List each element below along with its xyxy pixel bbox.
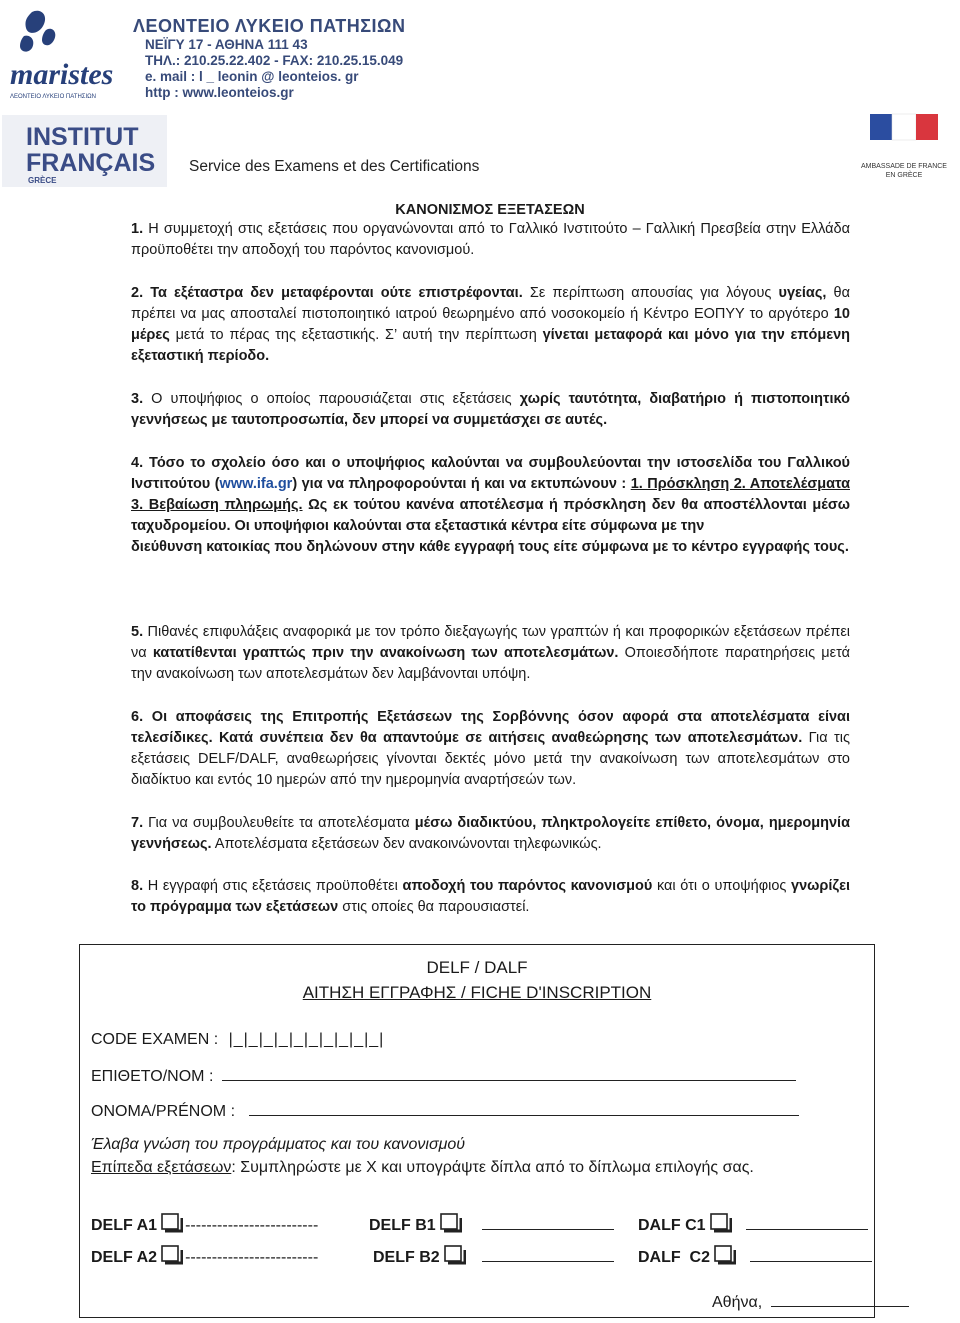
rule-2	[131, 283, 850, 367]
rule-2-text-e: μετά το πέρας της εξεταστικής. Σ’ αυτή την περίπτωση	[175, 327, 537, 343]
rule-6	[131, 707, 850, 791]
rule-8-number: 8.	[131, 878, 144, 894]
dashes-a2: -------------------------	[185, 1249, 319, 1266]
rule-8-text-a: Η εγγραφή στις εξετάσεις προϋποθέτει	[147, 878, 398, 894]
level-dalf-c1-label: DALF C1	[638, 1217, 706, 1234]
dashes-a1: -------------------------	[185, 1217, 319, 1234]
name-label: ΟΝΟΜΑ/PRÉNOM :	[91, 1103, 236, 1120]
checkbox-dalf-c1[interactable]	[710, 1213, 732, 1233]
institut-logo-line3: GRÈCE	[28, 176, 57, 185]
rule-4-text-a: 4. Τόσο το σχολείο όσο και ο υποψήφιος καλούνται να συμβουλεύονται την ιστοσελίδα του Γαλλικού Ινστιτούτου (	[131, 455, 850, 492]
rule-5-number: 5.	[131, 624, 144, 640]
rule-8	[131, 876, 850, 918]
rule-2-text-c: θα πρέπει να μας αποσταλεί πιστοποιητικό ιατρού θεωρημένο από νοσοκομείο ή Κέντρο ΕΟΠΥΥ το αργότερο	[131, 285, 850, 322]
rule-8-text-e: στις οποίες θα παρουσιαστεί.	[342, 899, 530, 915]
level-delf-a2	[91, 1245, 318, 1267]
school-name: ΛΕΟΝΤΕΙΟ ΛΥΚΕΙΟ ΠΑΤΗΣΙΩΝ	[133, 16, 406, 36]
signature-line-b1[interactable]	[482, 1219, 614, 1230]
rule-2-text-d: 10 μέρες	[131, 306, 850, 343]
rule-2-text-a: Σε περίπτωση απουσίας για λόγους	[529, 285, 772, 301]
rule-6-text-a: 6. Οι αποφάσεις της Επιτροπής Εξετάσεων της Σορβόννης όσον αφορά στα αποτελέσματα είναι τελεσίδικες. Κατά συνέπεια δεν θα απαντούμε σε αιτήσεις αναθεώρησης των αποτελεσμάτων.	[131, 709, 850, 746]
rule-7-text-c: Αποτελέσματα εξετάσεων δεν ανακοινώνονται τηλεφωνικώς.	[214, 836, 602, 852]
code-examen-field[interactable]: |_|_|_|_|_|_|_|_|_|_|	[228, 1031, 385, 1048]
level-instructions	[91, 1159, 754, 1177]
level-delf-a1-label: DELF A1	[91, 1217, 158, 1234]
school-email: e. mail : l _ leonin @ leonteios. gr	[145, 69, 359, 84]
maristes-logo	[6, 6, 130, 102]
checkbox-dalf-c2[interactable]	[714, 1245, 736, 1265]
place-label: Αθήνα,	[712, 1294, 763, 1311]
maristes-logo-subtext: ΛΕΟΝΤΕΙΟ ΛΥΚΕΙΟ ΠΑΤΗΣΙΩΝ	[10, 94, 96, 100]
name-field[interactable]	[249, 1101, 799, 1116]
level-dalf-c2	[638, 1245, 872, 1267]
level-delf-b1-label: DELF B1	[369, 1217, 436, 1234]
institut-logo-line1: INSTITUT	[26, 123, 139, 151]
level-label: Επίπεδα εξετάσεων	[91, 1159, 232, 1176]
level-delf-b1	[369, 1213, 614, 1235]
surname-label: ΕΠΙΘΕΤΟ/NOM :	[91, 1068, 214, 1085]
level-delf-a2-label: DELF A2	[91, 1249, 158, 1266]
signature-line-c2[interactable]	[750, 1251, 872, 1262]
school-address: ΝΕΪΓΥ 17 - ΑΘΗΝΑ 111 43	[145, 37, 308, 52]
rule-5-text-a: Πιθανές επιφυλάξεις αναφορικά με τον τρόπο διεξαγωγής των γραπτών ή και προφορικών εξετάσεων πρέπει να	[131, 624, 851, 661]
rule-7-text-b: μέσω διαδικτύου, πληκτρολογείτε επίθετο, όνομα, ημερομηνία γεννήσεως.	[131, 815, 851, 852]
rule-2-text-f: γίνεται μεταφορά και μόνο για την επόμενη εξεταστική περίοδο.	[131, 327, 851, 364]
level-delf-b2	[373, 1245, 614, 1267]
rule-1-text: Η συμμετοχή στις εξετάσεις που οργανώνονται από το Γαλλικό Ινστιτούτο – Γαλλική Πρεσβεία στην Ελλάδα προϋποθέτει την αποδοχή του παρόντος κανονισμού.	[131, 221, 850, 258]
level-delf-a1	[91, 1213, 318, 1235]
level-dalf-c2-label: DALF C2	[638, 1249, 710, 1266]
rule-8-text-d: γνωρίζει το πρόγραμμα των εξετάσεων	[131, 878, 851, 915]
level-dalf-c1	[638, 1213, 868, 1235]
service-title: Service des Examens et des Certifications	[189, 158, 480, 175]
checkbox-delf-b2[interactable]	[444, 1245, 466, 1265]
rule-8-text-b: αποδοχή του παρόντος κανονισμού	[402, 878, 653, 894]
rule-7-text-a: Για να συμβουλευθείτε τα αποτελέσματα	[148, 815, 410, 831]
ambassade-line1: AMBASSADE DE FRANCE	[861, 163, 947, 170]
rule-7-number: 7.	[131, 815, 144, 831]
school-phone: ΤΗΛ.: 210.25.22.402 - FAX: 210.25.15.049	[145, 53, 404, 68]
signature-line-b2[interactable]	[482, 1251, 614, 1262]
rule-3	[131, 389, 850, 431]
rule-4-text-b: ) για να πληροφορούνται ή και να εκτυπώνουν :	[292, 476, 627, 492]
rule-7	[131, 813, 850, 855]
surname-row	[91, 1066, 796, 1086]
checkbox-delf-b1[interactable]	[440, 1213, 462, 1233]
signature-line-c1[interactable]	[746, 1219, 868, 1230]
institut-logo-line2: FRANÇAIS	[26, 149, 156, 177]
rule-2-text-b: υγείας,	[778, 285, 827, 301]
form-subtitle	[80, 983, 874, 1003]
rule-1	[131, 219, 850, 261]
acknowledgement: Έλαβα γνώση του προγράμματος και του κανονισμού	[91, 1136, 466, 1153]
rule-5-text-c: Οποιεσδήποτε παρατηρήσεις μετά την ανακοίνωση των αποτελεσμάτων δεν λαμβάνονται υπόψη.	[131, 645, 851, 682]
rule-8-text-c: και ότι ο υποψήφιος	[656, 878, 787, 894]
level-instructions-text: : Συμπληρώστε με Χ και υπογράψτε δίπλα από το δίπλωμα επιλογής σας.	[231, 1159, 754, 1176]
rule-4-text-d: Ως εκ τούτου κανένα αποτέλεσμα ή πρόσκληση δεν θα αποστέλλονται μέσω ταχυδρομείου. Οι υποψήφιοι καλούνται στα εξεταστικά κέντρα είτε σύμφωνα με την	[131, 497, 851, 534]
rule-3-number: 3.	[131, 391, 144, 407]
ambassade-line2: EN GRÈCE	[885, 172, 923, 179]
school-info	[133, 16, 493, 101]
institut-francais-logo	[2, 115, 167, 187]
regulations-title: ΚΑΝΟΝΙΣΜΟΣ ΕΞΕΤΑΣΕΩΝ	[395, 202, 585, 218]
checkbox-delf-a1[interactable]	[161, 1213, 183, 1233]
rule-3-text-b: χωρίς ταυτότητα, διαβατήριο ή πιστοποιητικό γεννήσεως με ταυτοπροσωπία, δεν μπορεί να συμμετάσχει σε αυτές.	[131, 391, 850, 428]
rule-3-text-a: Ο υποψήφιος ο οποίος παρουσιάζεται στις εξετάσεις	[151, 391, 512, 407]
maristes-logo-text: maristes	[10, 58, 114, 91]
date-field[interactable]	[771, 1292, 909, 1307]
ifa-link[interactable]: www.ifa.gr	[219, 476, 293, 492]
checkbox-delf-a2[interactable]	[161, 1245, 183, 1265]
surname-field[interactable]	[222, 1066, 796, 1081]
rule-4-text-e: διεύθυνση κατοικίας που δηλώνουν στην κάθε εγγραφή τους είτε σύμφωνα με το κέντρο εγγραφής τους.	[131, 539, 849, 555]
rule-5	[131, 622, 850, 685]
rule-5-text-b: κατατίθενται γραπτώς πριν την ανακοίνωση των αποτελεσμάτων.	[152, 645, 619, 661]
code-examen-row	[91, 1031, 384, 1049]
form-subtitle-text: ΑΙΤΗΣΗ ΕΓΓΡΑΦΗΣ / FICHE D'INSCRIPTION	[302, 983, 652, 1002]
form-title: DELF / DALF	[426, 958, 528, 977]
rule-4	[131, 453, 850, 558]
rule-2-lead: 2. Τα εξέταστρα δεν μεταφέρονται ούτε επιστρέφονται.	[131, 285, 523, 301]
rule-1-number: 1.	[131, 221, 144, 237]
school-web: http : www.leonteios.gr	[145, 85, 294, 100]
name-row	[91, 1101, 799, 1121]
rule-6-text-b: Για τις εξετάσεις DELF/DALF, αναθεωρήσεις γίνονται δεκτές μόνο μετά την ανακοίνωση των αποτελεσμάτων στο διαδίκτυο και εντός 10 ημερών από την ημερομηνία αναρτήσεών των.	[131, 730, 850, 788]
place-date-row	[712, 1292, 909, 1312]
code-examen-label: CODE EXAMEN :	[91, 1031, 219, 1048]
ambassade-logo	[852, 110, 956, 182]
level-delf-b2-label: DELF B2	[373, 1249, 440, 1266]
rule-4-documents: 1. Πρόσκληση 2. Αποτελέσματα 3. Βεβαίωση πληρωμής.	[131, 476, 850, 513]
